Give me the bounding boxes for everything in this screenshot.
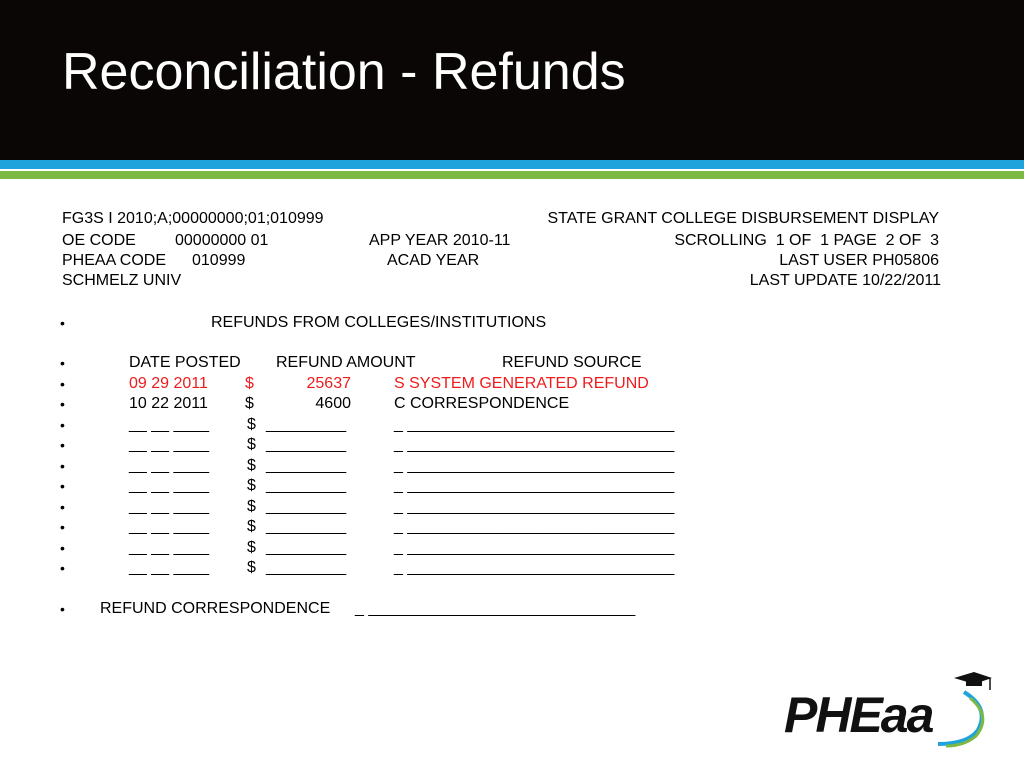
row-date: __ __ ____	[129, 457, 210, 474]
graduation-cap-base	[966, 679, 982, 686]
row-date: 09 29 2011	[129, 375, 208, 392]
row-amount: 4600	[315, 395, 351, 412]
row-dollar: $	[247, 518, 256, 535]
row-amount: _________	[266, 416, 347, 433]
row-amount: _________	[266, 457, 347, 474]
bullet: •	[60, 540, 65, 556]
app-year: APP YEAR 2010-11	[369, 232, 511, 249]
col-date-posted: DATE POSTED	[129, 354, 241, 371]
bullet: •	[60, 315, 65, 331]
row-amount: _________	[266, 518, 347, 535]
row-dollar: $	[247, 416, 256, 433]
oe-code-value: 00000000 01	[175, 232, 269, 249]
green-stripe	[0, 171, 1024, 179]
bullet: •	[60, 478, 65, 494]
row-dollar: $	[245, 375, 254, 392]
col-refund-source: REFUND SOURCE	[502, 354, 642, 371]
row-dollar: $	[247, 559, 256, 576]
bullet: •	[60, 560, 65, 576]
bullet: •	[60, 417, 65, 433]
row-source: _ ______________________________	[394, 518, 675, 535]
last-user: LAST USER PH05806	[779, 252, 939, 269]
row-date: __ __ ____	[129, 518, 210, 535]
bullet: •	[60, 458, 65, 474]
row-amount: 25637	[306, 375, 351, 392]
oe-code-label: OE CODE	[62, 232, 136, 249]
bullet: •	[60, 519, 65, 535]
pheaa-code-label: PHEAA CODE	[62, 252, 167, 269]
title-bar	[0, 0, 1024, 160]
screen-id: FG3S I 2010;A;00000000;01;010999	[62, 210, 324, 227]
row-source: _ ______________________________	[394, 457, 675, 474]
row-source: _ ______________________________	[394, 498, 675, 515]
refunds-heading: REFUNDS FROM COLLEGES/INSTITUTIONS	[211, 314, 547, 331]
acad-year: ACAD YEAR	[387, 252, 480, 269]
scrolling-info: SCROLLING 1 OF 1 PAGE 2 OF 3	[674, 232, 939, 249]
row-dollar: $	[247, 498, 256, 515]
row-amount: _________	[266, 539, 347, 556]
row-date: __ __ ____	[129, 436, 210, 453]
row-amount: _________	[266, 436, 347, 453]
row-dollar: $	[245, 395, 254, 412]
row-source: _ ______________________________	[394, 559, 675, 576]
row-source: S SYSTEM GENERATED REFUND	[394, 375, 649, 392]
bullet: •	[60, 376, 65, 392]
row-amount: _________	[266, 477, 347, 494]
row-dollar: $	[247, 457, 256, 474]
slide-title: Reconciliation - Refunds	[62, 43, 626, 101]
pheaa-logo	[778, 668, 998, 748]
row-dollar: $	[247, 477, 256, 494]
row-dollar: $	[247, 436, 256, 453]
row-date: __ __ ____	[129, 477, 210, 494]
row-source: _ ______________________________	[394, 539, 675, 556]
bullet: •	[60, 499, 65, 515]
row-date: __ __ ____	[129, 498, 210, 515]
row-amount: _________	[266, 559, 347, 576]
row-date: 10 22 2011	[129, 395, 208, 412]
row-source: _ ______________________________	[394, 436, 675, 453]
logo-wordmark: PHEaa	[784, 687, 933, 743]
row-date: __ __ ____	[129, 559, 210, 576]
last-update: LAST UPDATE 10/22/2011	[749, 272, 941, 289]
row-source: C CORRESPONDENCE	[394, 395, 570, 412]
col-refund-amount: REFUND AMOUNT	[276, 354, 416, 371]
bullet: •	[60, 355, 65, 371]
bullet: •	[60, 601, 65, 617]
row-source: _ ______________________________	[394, 416, 675, 433]
row-amount: _________	[266, 498, 347, 515]
school-name: SCHMELZ UNIV	[62, 272, 182, 289]
row-source: _ ______________________________	[394, 477, 675, 494]
row-dollar: $	[247, 539, 256, 556]
row-date: __ __ ____	[129, 539, 210, 556]
row-date: __ __ ____	[129, 416, 210, 433]
bullet: •	[60, 437, 65, 453]
blue-stripe	[0, 160, 1024, 169]
pheaa-code-value: 010999	[192, 252, 246, 269]
screen-title: STATE GRANT COLLEGE DISBURSEMENT DISPLAY	[547, 210, 939, 227]
bullet: •	[60, 396, 65, 412]
refund-correspondence-value: _ ______________________________	[355, 600, 636, 617]
refund-correspondence-label: REFUND CORRESPONDENCE	[100, 600, 331, 617]
